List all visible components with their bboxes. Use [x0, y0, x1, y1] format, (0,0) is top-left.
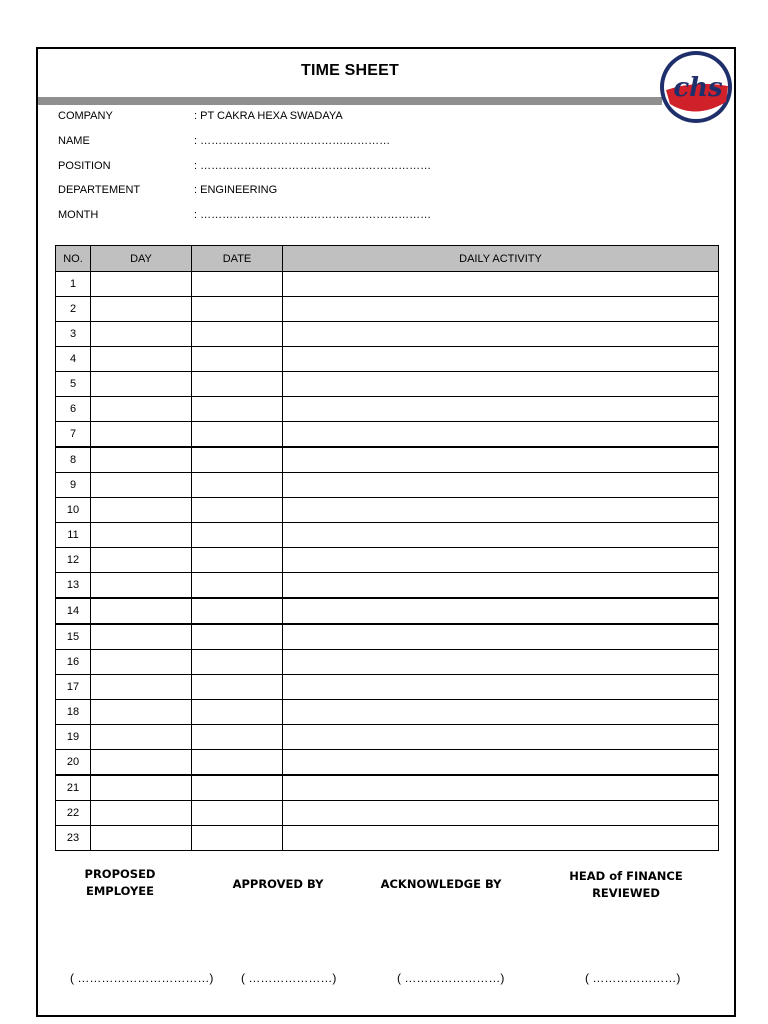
date-cell[interactable]: [192, 272, 283, 297]
date-cell[interactable]: [192, 775, 283, 801]
day-cell[interactable]: [91, 447, 192, 473]
row-number: 8: [56, 447, 91, 473]
signature-line-acknowledge-by[interactable]: ( ……………………): [397, 971, 505, 985]
day-cell[interactable]: [91, 624, 192, 650]
date-cell[interactable]: [192, 523, 283, 548]
row-number: 19: [56, 725, 91, 750]
date-cell[interactable]: [192, 675, 283, 700]
row-number: 9: [56, 473, 91, 498]
day-cell[interactable]: [91, 700, 192, 725]
day-cell[interactable]: [91, 573, 192, 599]
date-cell[interactable]: [192, 650, 283, 675]
activity-cell[interactable]: [283, 675, 719, 700]
row-number: 1: [56, 272, 91, 297]
day-cell[interactable]: [91, 422, 192, 448]
activity-cell[interactable]: [283, 650, 719, 675]
row-number: 7: [56, 422, 91, 448]
table-row: [56, 573, 719, 599]
date-cell[interactable]: [192, 548, 283, 573]
info-value: : ENGINEERING: [194, 184, 278, 196]
row-number: 10: [56, 498, 91, 523]
header-divider: [38, 97, 662, 105]
date-cell[interactable]: [192, 473, 283, 498]
day-cell[interactable]: [91, 801, 192, 826]
activity-cell[interactable]: [283, 347, 719, 372]
row-number: 3: [56, 322, 91, 347]
activity-cell[interactable]: [283, 573, 719, 599]
row-number: 4: [56, 347, 91, 372]
day-cell[interactable]: [91, 473, 192, 498]
date-cell[interactable]: [192, 573, 283, 599]
activity-cell[interactable]: [283, 523, 719, 548]
signature-label-line: EMPLOYEE: [85, 884, 155, 898]
table-row: [56, 523, 719, 548]
info-row-position: [58, 160, 458, 176]
row-number: 22: [56, 801, 91, 826]
day-cell[interactable]: [91, 322, 192, 347]
activity-cell[interactable]: [283, 397, 719, 422]
table-row: [56, 826, 719, 851]
table-row: [56, 297, 719, 322]
row-number: 14: [56, 598, 91, 624]
activity-cell[interactable]: [283, 548, 719, 573]
activity-cell[interactable]: [283, 372, 719, 397]
date-cell[interactable]: [192, 322, 283, 347]
info-label: MONTH: [58, 209, 99, 221]
info-value: : ………………………………….…………: [194, 135, 391, 147]
date-cell[interactable]: [192, 598, 283, 624]
table-row: [56, 548, 719, 573]
activity-cell[interactable]: [283, 498, 719, 523]
date-cell[interactable]: [192, 624, 283, 650]
date-cell[interactable]: [192, 700, 283, 725]
row-number: 21: [56, 775, 91, 801]
activity-cell[interactable]: [283, 700, 719, 725]
column-header-no: NO.: [56, 246, 91, 272]
logo-text: chs: [673, 73, 723, 103]
row-number: 13: [56, 573, 91, 599]
day-cell[interactable]: [91, 498, 192, 523]
day-cell[interactable]: [91, 725, 192, 750]
info-row-department: [58, 184, 458, 200]
table-row: [56, 675, 719, 700]
row-number: 5: [56, 372, 91, 397]
table-row: [56, 447, 719, 473]
date-cell[interactable]: [192, 750, 283, 776]
signature-line-head-of-finance[interactable]: ( …………………): [585, 971, 681, 985]
activity-cell[interactable]: [283, 598, 719, 624]
signature-label-line: APPROVED BY: [232, 877, 324, 891]
table-row: [56, 422, 719, 448]
activity-cell[interactable]: [283, 624, 719, 650]
signature-label-line: PROPOSED: [84, 867, 156, 881]
table-row: [56, 473, 719, 498]
signature-label-proposed-employee: [60, 866, 180, 900]
activity-cell[interactable]: [283, 447, 719, 473]
date-cell[interactable]: [192, 397, 283, 422]
company-logo: [656, 50, 736, 126]
info-row-name: [58, 135, 458, 151]
day-cell[interactable]: [91, 775, 192, 801]
table-row: [56, 700, 719, 725]
table-row: [56, 650, 719, 675]
day-cell[interactable]: [91, 272, 192, 297]
activity-cell[interactable]: [283, 322, 719, 347]
table-row: [56, 372, 719, 397]
day-cell[interactable]: [91, 598, 192, 624]
info-row-month: [58, 209, 458, 225]
column-header-day: DAY: [91, 246, 192, 272]
info-row-company: [58, 110, 458, 126]
row-number: 20: [56, 750, 91, 776]
row-number: 2: [56, 297, 91, 322]
table-row: [56, 322, 719, 347]
activity-cell[interactable]: [283, 750, 719, 776]
activity-cell[interactable]: [283, 826, 719, 851]
day-cell[interactable]: [91, 750, 192, 776]
day-cell[interactable]: [91, 650, 192, 675]
activity-cell[interactable]: [283, 775, 719, 801]
date-cell[interactable]: [192, 801, 283, 826]
day-cell[interactable]: [91, 372, 192, 397]
table-row: [56, 272, 719, 297]
row-number: 15: [56, 624, 91, 650]
day-cell[interactable]: [91, 826, 192, 851]
activity-cell[interactable]: [283, 272, 719, 297]
date-cell[interactable]: [192, 725, 283, 750]
table-row: [56, 347, 719, 372]
info-label: NAME: [58, 135, 90, 147]
signature-label-line: REVIEWED: [592, 886, 660, 900]
row-number: 11: [56, 523, 91, 548]
info-label: COMPANY: [58, 110, 113, 122]
signature-label-line: HEAD of FINANCE: [569, 869, 683, 883]
signature-label-head-of-finance: [556, 868, 696, 902]
date-cell[interactable]: [192, 498, 283, 523]
day-cell[interactable]: [91, 397, 192, 422]
row-number: 18: [56, 700, 91, 725]
activity-cell[interactable]: [283, 801, 719, 826]
day-cell[interactable]: [91, 548, 192, 573]
table-row: [56, 624, 719, 650]
signature-label-acknowledge-by: [376, 876, 506, 893]
signature-line-approved-by[interactable]: ( …………………): [241, 971, 337, 985]
signature-label-approved-by: [218, 876, 338, 893]
day-cell[interactable]: [91, 297, 192, 322]
row-number: 23: [56, 826, 91, 851]
row-number: 6: [56, 397, 91, 422]
column-header-date: DATE: [192, 246, 283, 272]
table-row: [56, 725, 719, 750]
date-cell[interactable]: [192, 372, 283, 397]
table-row: [56, 775, 719, 801]
info-label: DEPARTEMENT: [58, 184, 141, 196]
activity-cell[interactable]: [283, 422, 719, 448]
table-row: [56, 498, 719, 523]
document-title: TIME SHEET: [300, 62, 399, 79]
row-number: 12: [56, 548, 91, 573]
row-number: 17: [56, 675, 91, 700]
column-header-daily-activity: DAILY ACTIVITY: [283, 246, 719, 272]
date-cell[interactable]: [192, 826, 283, 851]
signature-line-proposed-employee[interactable]: ( ……………………………): [70, 971, 214, 985]
date-cell[interactable]: [192, 297, 283, 322]
info-value: : PT CAKRA HEXA SWADAYA: [194, 110, 343, 122]
info-label: POSITION: [58, 160, 111, 172]
date-cell[interactable]: [192, 447, 283, 473]
activity-cell[interactable]: [283, 473, 719, 498]
day-cell[interactable]: [91, 347, 192, 372]
table-header-row: [56, 246, 719, 272]
row-number: 16: [56, 650, 91, 675]
day-cell[interactable]: [91, 523, 192, 548]
signature-label-line: ACKNOWLEDGE BY: [380, 877, 502, 891]
activity-cell[interactable]: [283, 297, 719, 322]
timesheet-table: [55, 245, 719, 851]
info-value: : ………………………………………………………: [194, 160, 432, 172]
table-row: [56, 598, 719, 624]
table-row: [56, 397, 719, 422]
day-cell[interactable]: [91, 675, 192, 700]
table-row: [56, 801, 719, 826]
info-value: : ………………………………………………………: [194, 209, 432, 221]
date-cell[interactable]: [192, 347, 283, 372]
activity-cell[interactable]: [283, 725, 719, 750]
date-cell[interactable]: [192, 422, 283, 448]
table-row: [56, 750, 719, 776]
